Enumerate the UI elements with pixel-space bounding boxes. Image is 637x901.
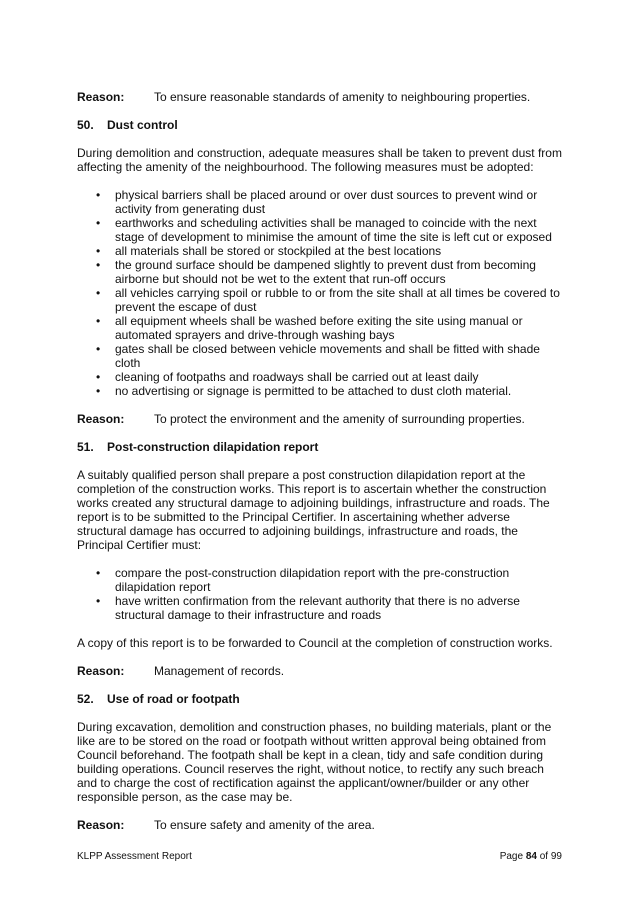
section-51-outro: A copy of this report is to be forwarded to Council at the completion of construction works. <box>77 636 553 650</box>
reason-49 <box>77 90 562 104</box>
list-item <box>77 566 562 594</box>
section-title: Post-construction dilapidation report <box>107 440 319 454</box>
reason-label: Reason: <box>77 412 125 426</box>
section-52-intro: During excavation, demolition and construction phases, no building materials, plant or the like are to be stored on the road or footpath without written approval being obtained from Council beforehand. The footpath shall be kept in a clean, tidy and safe condition during building operations. Council reserves the right, without notice, to rectify any such breach and to charge the cost of rectification against the applicant/owner/builder or any other responsible person, as the case may be. <box>77 720 552 804</box>
bullet-icon: • <box>96 384 101 398</box>
page-of: of <box>539 851 549 862</box>
section-50-heading <box>77 118 562 132</box>
list-item-text: have written confirmation from the relevant authority that there is no adverse structural damage to their infrastructure and roads <box>115 594 520 622</box>
section-52-heading <box>77 692 562 706</box>
list-item-text: gates shall be closed between vehicle movements and shall be fitted with shade cloth <box>115 342 540 370</box>
bullet-icon: • <box>96 258 101 272</box>
section-title: Dust control <box>107 118 178 132</box>
page-number <box>500 851 562 862</box>
section-50-intro: During demolition and construction, adequate measures shall be taken to prevent dust from affecting the amenity of the neighbourhood. The following measures must be adopted: <box>77 146 562 174</box>
bullet-icon: • <box>96 594 101 608</box>
list-item <box>77 244 562 258</box>
footer-title: KLPP Assessment Report <box>77 851 192 862</box>
section-50-list <box>77 188 562 398</box>
list-item <box>77 258 562 286</box>
reason-text: To ensure safety and amenity of the area. <box>154 818 375 832</box>
reason-label: Reason: <box>77 90 125 104</box>
page-prefix: Page <box>499 851 524 862</box>
reason-label: Reason: <box>77 664 125 678</box>
list-item-text: all equipment wheels shall be washed before exiting the site using manual or automated sprayers and drive-through washing bays <box>115 314 523 342</box>
section-title: Use of road or footpath <box>107 692 240 706</box>
list-item-text: all materials shall be stored or stockpiled at the best locations <box>115 244 442 258</box>
reason-text: To protect the environment and the amenity of surrounding properties. <box>154 412 525 426</box>
page-footer <box>77 851 562 862</box>
section-number: 51. <box>77 440 94 454</box>
total-pages: 99 <box>550 851 562 862</box>
bullet-icon: • <box>96 314 101 328</box>
section-51-intro: A suitably qualified person shall prepare a post construction dilapidation report at the completion of the construction works. This report is to ascertain whether the construction works created any structural damage to adjoining buildings, infrastructure and roads. The report is to be submitted to the Principal Certifier. In ascertaining whether adverse structural damage has occurred to adjoining buildings, infrastructure and roads, the Principal Certifier must: <box>77 468 550 552</box>
reason-text: To ensure reasonable standards of amenity to neighbouring properties. <box>154 90 531 104</box>
list-item-text: compare the post-construction dilapidation report with the pre-construction dilapidation report <box>115 566 510 594</box>
list-item <box>77 314 562 342</box>
list-item <box>77 216 562 244</box>
reason-50 <box>77 412 562 426</box>
reason-52 <box>77 818 562 832</box>
section-51-list <box>77 566 562 622</box>
list-item <box>77 384 562 398</box>
list-item <box>77 594 562 622</box>
bullet-icon: • <box>96 566 101 580</box>
bullet-icon: • <box>96 244 101 258</box>
list-item-text: no advertising or signage is permitted to be attached to dust cloth material. <box>115 384 512 398</box>
bullet-icon: • <box>96 216 101 230</box>
list-item-text: cleaning of footpaths and roadways shall be carried out at least daily <box>115 370 479 384</box>
list-item-text: earthworks and scheduling activities shall be managed to coincide with the next stage of development to minimise the amount of time the site is left cut or exposed <box>115 216 552 244</box>
list-item-text: physical barriers shall be placed around or over dust sources to prevent wind or activity from generating dust <box>115 188 538 216</box>
reason-label: Reason: <box>77 818 125 832</box>
list-item <box>77 370 562 384</box>
bullet-icon: • <box>96 370 101 384</box>
list-item-text: all vehicles carrying spoil or rubble to or from the site shall at all times be covered to prevent the escape of dust <box>115 286 560 314</box>
list-item <box>77 342 562 370</box>
document-body <box>77 90 562 846</box>
list-item-text: the ground surface should be dampened slightly to prevent dust from becoming airborne but should not be wet to the extent that run-off occurs <box>115 258 536 286</box>
bullet-icon: • <box>96 342 101 356</box>
current-page: 84 <box>525 851 537 862</box>
list-item <box>77 286 562 314</box>
bullet-icon: • <box>96 188 101 202</box>
reason-51 <box>77 664 562 678</box>
bullet-icon: • <box>96 286 101 300</box>
reason-text: Management of records. <box>154 664 285 678</box>
section-number: 52. <box>77 692 94 706</box>
list-item <box>77 188 562 216</box>
section-51-heading <box>77 440 562 454</box>
section-number: 50. <box>77 118 94 132</box>
